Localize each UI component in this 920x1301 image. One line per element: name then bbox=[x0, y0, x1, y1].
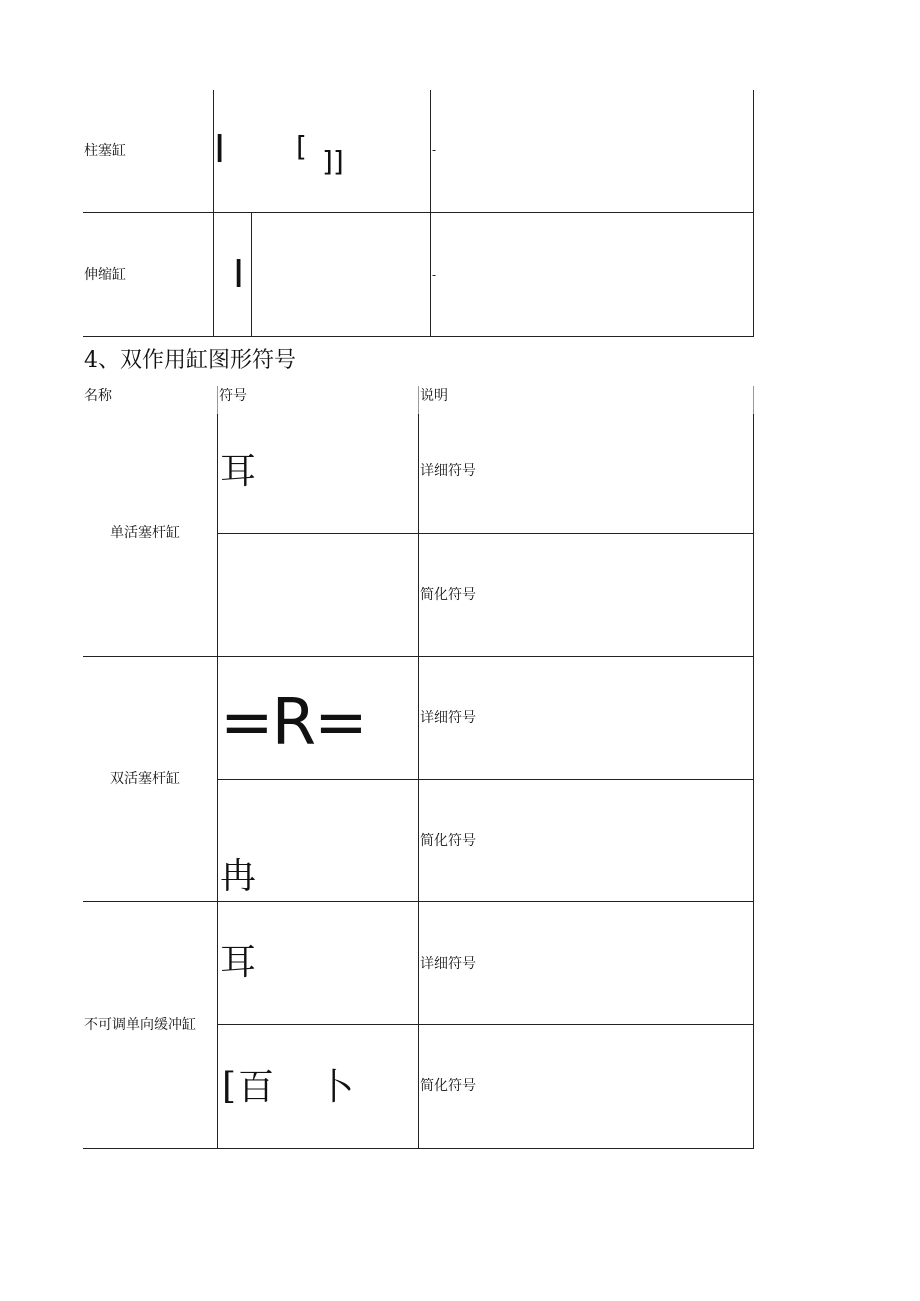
top-table-divider bbox=[430, 90, 431, 336]
double-rod-simplified-symbol: 冉 bbox=[220, 856, 257, 897]
main-table-rule bbox=[217, 1024, 754, 1025]
main-table-divider bbox=[418, 414, 419, 1148]
row-name-plunger-cylinder: 柱塞缸 bbox=[84, 143, 126, 159]
double-rod-simplified-desc: 简化符号 bbox=[420, 833, 476, 849]
main-table-rule bbox=[83, 1148, 754, 1149]
plunger-symbol-right: ]] bbox=[322, 145, 344, 178]
main-table-divider bbox=[418, 386, 419, 416]
top-table-rule bbox=[83, 336, 754, 337]
cushion-detailed-symbol: 耳 bbox=[220, 942, 257, 983]
main-table-rule bbox=[83, 901, 754, 902]
cushion-detailed-desc: 详细符号 bbox=[420, 956, 476, 972]
cushion-simplified-extra: 卜 bbox=[318, 1067, 355, 1108]
group-name-single-rod-cylinder: 单活塞杆缸 bbox=[110, 525, 180, 541]
header-symbol: 符号 bbox=[219, 388, 247, 404]
top-table-divider bbox=[251, 212, 252, 336]
row-name-telescopic-cylinder: 伸缩缸 bbox=[84, 267, 126, 283]
single-rod-simplified-desc: 简化符号 bbox=[420, 587, 476, 603]
telescopic-note: - bbox=[432, 268, 437, 282]
main-table-divider bbox=[753, 414, 754, 1148]
group-name-double-rod-cylinder: 双活塞杆缸 bbox=[110, 771, 180, 787]
top-table-rule bbox=[83, 212, 754, 213]
plunger-symbol-bar: I bbox=[214, 127, 226, 171]
main-table-rule bbox=[217, 779, 754, 780]
main-table-rule bbox=[83, 656, 754, 657]
main-table-divider bbox=[217, 414, 218, 1148]
double-rod-detailed-desc: 详细符号 bbox=[420, 710, 476, 726]
single-rod-detailed-desc: 详细符号 bbox=[420, 463, 476, 479]
telescopic-symbol-bar: I bbox=[233, 252, 245, 296]
cushion-simplified-desc: 简化符号 bbox=[420, 1078, 476, 1094]
section-heading: 4、双作用缸图形符号 bbox=[84, 348, 296, 373]
double-rod-detailed-symbol: =R= bbox=[220, 686, 366, 760]
plunger-symbol-bracket: [ bbox=[296, 130, 307, 163]
cushion-simplified-bracket: [ bbox=[222, 1066, 237, 1107]
main-table-divider bbox=[753, 386, 754, 416]
main-table-divider bbox=[217, 386, 218, 416]
plunger-note: - bbox=[432, 143, 437, 157]
header-description: 说明 bbox=[420, 388, 448, 404]
single-rod-detailed-symbol: 耳 bbox=[220, 451, 257, 492]
main-table-rule bbox=[217, 533, 754, 534]
header-name: 名称 bbox=[84, 388, 112, 404]
top-table-divider bbox=[753, 90, 754, 336]
group-name-non-adjustable-cushion-cylinder: 不可调单向缓冲缸 bbox=[84, 1017, 196, 1033]
cushion-simplified-symbol: 百 bbox=[238, 1067, 275, 1108]
